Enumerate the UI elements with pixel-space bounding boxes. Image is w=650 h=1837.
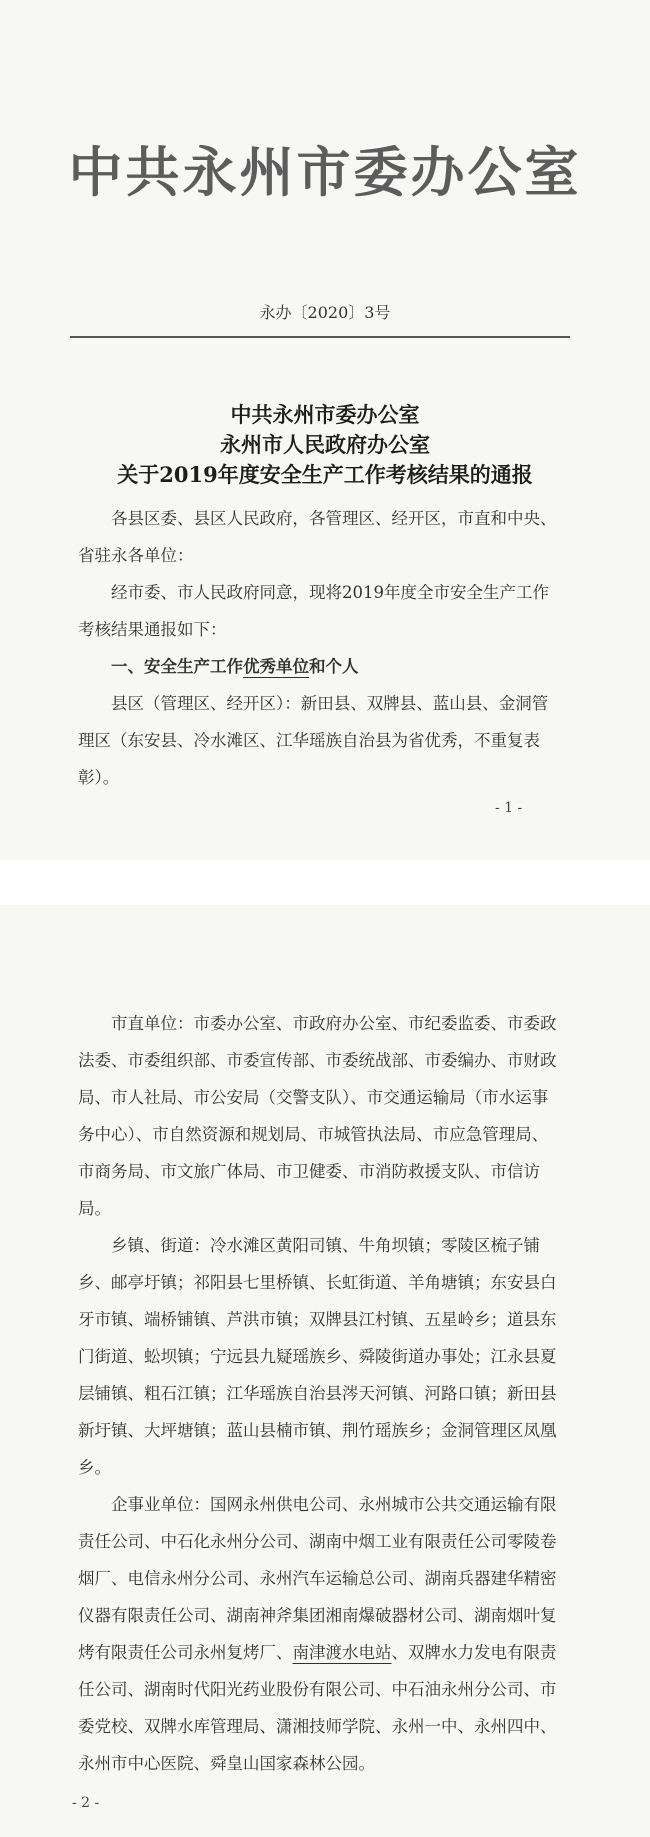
page-number-1: - 1 - <box>495 800 523 816</box>
body-text-page-2 <box>78 1005 563 1782</box>
addressee: 各县区委、县区人民政府，各管理区、经开区，市直和中央、省驻永各单位： <box>78 509 557 565</box>
document-number: 永办〔2020〕3号 <box>259 303 391 322</box>
notice-title <box>0 400 650 490</box>
title-line-3: 关于2019年度安全生产工作考核结果的通报 <box>117 462 533 487</box>
section-heading-suffix: 和个人 <box>309 657 359 676</box>
title-line-2: 永州市人民政府办公室 <box>220 432 430 457</box>
intro-paragraph: 经市委、市人民政府同意，现将2019年度全市安全生产工作考核结果通报如下： <box>78 583 549 639</box>
enterprises-paragraph <box>78 1486 563 1782</box>
document-page-1 <box>0 0 650 860</box>
enterprises-text-before: 企事业单位：国网永州供电公司、永州城市公共交通运输有限责任公司、中石化永州分公司、湖南中烟工业有限责任公司零陵卷烟厂、电信永州分公司、永州汽车运输总公司、湖南兵器建华精密仪器有限责任公司、湖南神斧集团湘南爆破器材公司、湖南烟叶复烤有限责任公司永州复烤厂、 <box>78 1495 557 1662</box>
towns-paragraph: 乡镇、街道：冷水滩区黄阳司镇、牛角坝镇；零陵区梳子铺乡、邮亭圩镇；祁阳县七里桥镇、长虹街道、羊角塘镇；东安县白牙市镇、端桥铺镇、芦洪市镇；双牌县江村镇、五星岭乡；道县东门街道、蚣坝镇；宁远县九疑瑶族乡、舜陵街道办事处；江永县夏层铺镇、粗石江镇；江华瑶族自治县涔天河镇、河路口镇；新田县新圩镇、大坪塘镇；蓝山县楠市镇、荆竹瑶族乡；金洞管理区凤凰乡。 <box>78 1236 557 1477</box>
body-text-page-1 <box>78 500 563 796</box>
section-heading-prefix: 一、安全生产工作 <box>111 657 243 676</box>
city-units-paragraph: 市直单位：市委办公室、市政府办公室、市纪委监委、市委政法委、市委组织部、市委宣传部、市委统战部、市委编办、市财政局、市人社局、市公安局（交警支队）、市交通运输局（市水运事务中心）、市自然资源和规划局、市城管执法局、市应急管理局、市商务局、市文旅广体局、市卫健委、市消防救援支队、市信访局。 <box>78 1014 557 1218</box>
page-number-2: - 2 - <box>72 1795 100 1811</box>
page-gap <box>0 860 650 905</box>
title-line-1: 中共永州市委办公室 <box>230 402 420 427</box>
enterprises-text-after: 、双牌水力发电有限责任公司、湖南时代阳光药业股份有限公司、中石油永州分公司、市委党校、双牌水库管理局、潇湘技师学院、永州一中、永州四中、永州市中心医院、舜皇山国家森林公园。 <box>78 1643 557 1773</box>
county-paragraph: 县区（管理区、经开区）：新田县、双牌县、蓝山县、金洞管理区（东安县、冷水滩区、江华瑶族自治县为省优秀，不重复表彰）。 <box>78 694 549 787</box>
document-page-2 <box>0 905 650 1837</box>
header-divider <box>70 336 570 338</box>
section-heading-1 <box>78 648 563 685</box>
letterhead-title: 中共永州市委办公室 <box>68 140 582 204</box>
section-heading-underlined: 优秀单位 <box>243 657 309 676</box>
enterprises-underlined: 南津渡水电站 <box>292 1643 392 1662</box>
